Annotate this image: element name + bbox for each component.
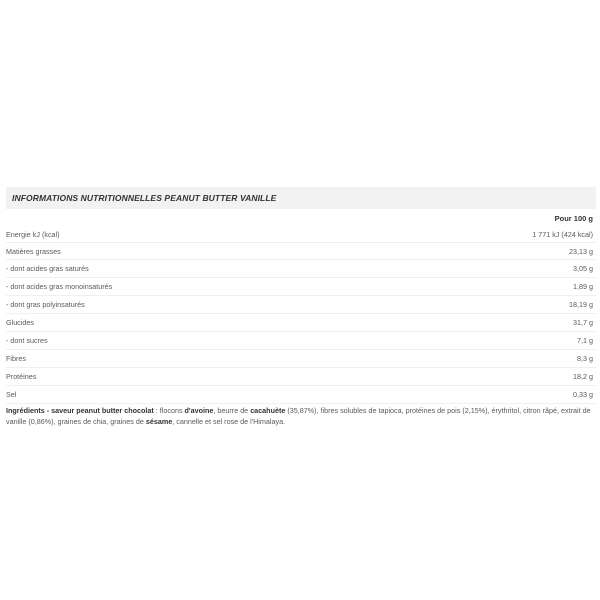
allergen-peanut: cacahuète: [250, 406, 286, 415]
nutrient-value: 8,3 g: [577, 354, 593, 363]
nutrient-label: Energie kJ (kcal): [6, 229, 60, 239]
nutrition-row: [6, 368, 596, 386]
nutrient-label: - dont acides gras saturés: [6, 264, 89, 273]
ingredients-part: , cannelle et sel rose de l'Himalaya.: [172, 417, 286, 426]
nutrition-row: [6, 332, 596, 350]
ingredients-label: Ingrédients - saveur peanut butter chocolat: [6, 406, 154, 415]
allergen-sesame: sésame: [145, 417, 173, 426]
nutrition-row: [6, 260, 596, 278]
nutrient-value: 23,13 g: [569, 246, 593, 256]
nutrient-label: - dont acides gras monoinsaturés: [6, 282, 113, 291]
ingredients-part: , beurre de: [213, 406, 251, 415]
nutrition-rows: [6, 226, 596, 404]
nutrient-value: 31,7 g: [573, 318, 593, 327]
nutrition-row: [6, 278, 596, 296]
ingredients-text: [6, 405, 596, 427]
nutrient-value: 1 771 kJ (424 kcal): [532, 229, 593, 239]
nutrient-label: - dont sucres: [6, 336, 48, 345]
nutrient-value: 3,05 g: [573, 264, 593, 273]
nutrient-value: 18,19 g: [569, 300, 593, 309]
allergen-oat: d'avoine: [184, 406, 214, 415]
nutrient-label: Protéines: [6, 372, 37, 381]
nutrient-value: 1,89 g: [573, 282, 593, 291]
nutrition-row: [6, 350, 596, 368]
nutrition-row: [6, 314, 596, 332]
nutrition-header: [6, 187, 596, 209]
nutrient-label: Fibres: [6, 354, 26, 363]
nutrition-panel: [6, 187, 596, 427]
nutrition-title: INFORMATIONS NUTRITIONNELLES PEANUT BUTTER VANILLE: [12, 193, 277, 203]
ingredients-part: : flocons: [153, 406, 185, 415]
nutrient-label: Glucides: [6, 318, 34, 327]
nutrient-value: 7,1 g: [577, 336, 593, 345]
nutrient-label: Matières grasses: [6, 246, 61, 256]
nutrient-value: 18,2 g: [573, 372, 593, 381]
nutrient-label: Sel: [6, 390, 17, 399]
nutrition-row: [6, 386, 596, 404]
nutrition-row: [6, 296, 596, 314]
nutrition-row: [6, 243, 596, 260]
column-header-label: Pour 100 g: [554, 214, 593, 223]
ingredients-part: (35,87%), fibres solubles de tapioca, protéines de pois (2,15%), érythritol, citron râpé, extrait de vanille (0,86%), graines de chia, graines de: [6, 406, 591, 426]
column-header: [6, 211, 596, 226]
nutrition-row: [6, 226, 596, 243]
nutrient-label: - dont gras polyinsaturés: [6, 300, 85, 309]
nutrient-value: 0,33 g: [573, 390, 593, 399]
